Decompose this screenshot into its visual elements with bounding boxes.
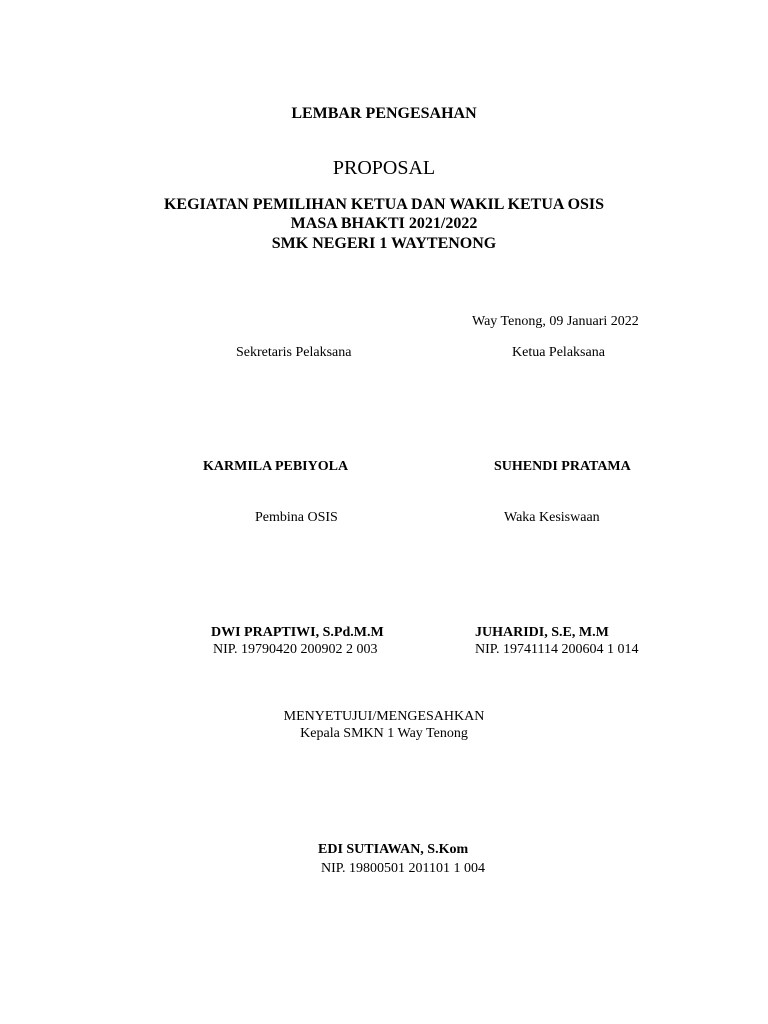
vice-principal-role: Waka Kesiswaan: [504, 510, 600, 525]
vice-principal-name: JUHARIDI, S.E, M.M: [475, 625, 609, 640]
page-title: LEMBAR PENGESAHAN: [291, 105, 477, 122]
advisor-name: DWI PRAPTIWI, S.Pd.M.M: [211, 625, 384, 640]
document-type: PROPOSAL: [332, 157, 436, 179]
approval-position: Kepala SMKN 1 Way Tenong: [300, 726, 468, 741]
advisor-nip: NIP. 19790420 200902 2 003: [213, 642, 378, 657]
chair-name: SUHENDI PRATAMA: [494, 459, 631, 474]
subtitle-line-2: MASA BHAKTI 2021/2022: [290, 215, 478, 232]
subtitle-line-3: SMK NEGERI 1 WAYTENONG: [271, 235, 497, 252]
approval-label: MENYETUJUI/MENGESAHKAN: [283, 709, 485, 724]
principal-nip: NIP. 19800501 201101 1 004: [321, 861, 485, 876]
vice-principal-nip: NIP. 19741114 200604 1 014: [475, 642, 639, 657]
subtitle-line-1: KEGIATAN PEMILIHAN KETUA DAN WAKIL KETUA OSIS: [163, 196, 605, 213]
chair-role: Ketua Pelaksana: [512, 345, 605, 360]
advisor-role: Pembina OSIS: [255, 510, 338, 525]
place-date: Way Tenong, 09 Januari 2022: [472, 314, 639, 329]
secretary-role: Sekretaris Pelaksana: [236, 345, 352, 360]
secretary-name: KARMILA PEBIYOLA: [203, 459, 349, 474]
principal-name: EDI SUTIAWAN, S.Kom: [318, 842, 469, 857]
